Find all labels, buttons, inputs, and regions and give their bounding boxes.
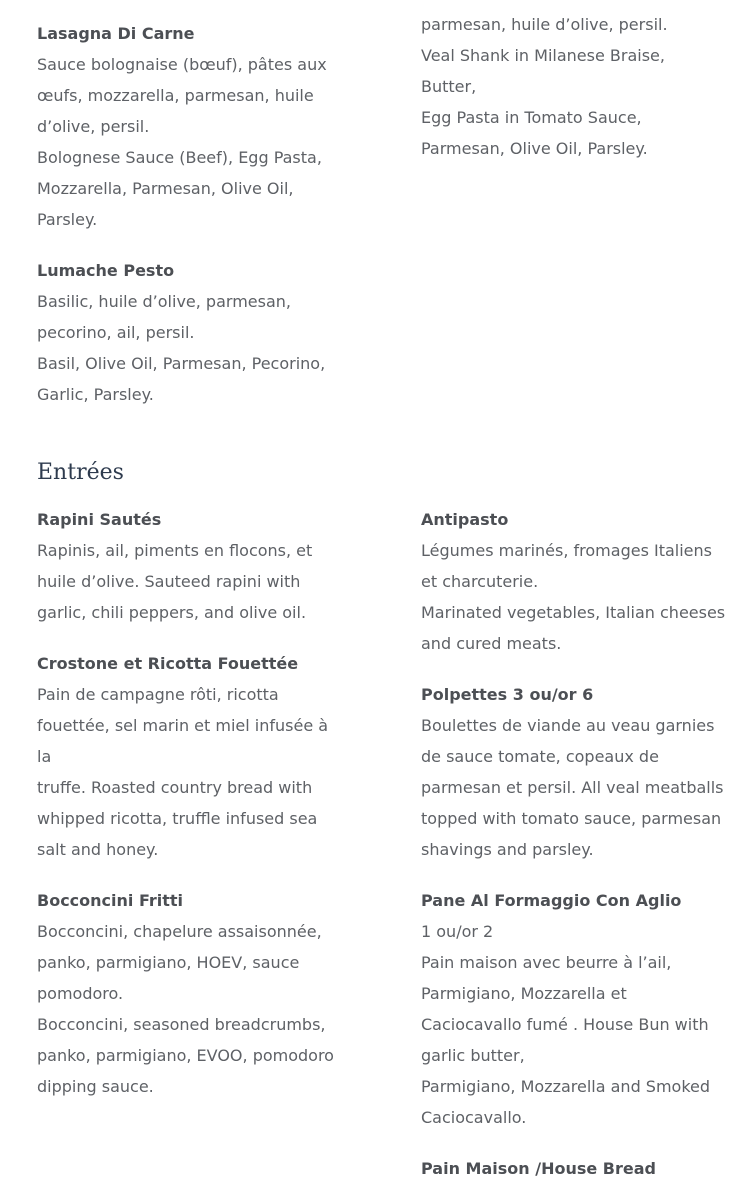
item-name: Antipasto	[421, 510, 509, 529]
desc-line: Sauce bolognaise (bœuf), pâtes aux	[37, 55, 327, 74]
desc-line: Bolognese Sauce (Beef), Egg Pasta,	[37, 148, 322, 167]
desc-line: panko, parmigiano, HOEV, sauce	[37, 953, 300, 972]
desc-line: Caciocavallo.	[421, 1108, 527, 1127]
desc-line: œufs, mozzarella, parmesan, huile	[37, 86, 314, 105]
item-name: Pane Al Formaggio Con Aglio	[421, 891, 682, 910]
item-description	[37, 286, 337, 410]
desc-line: and cured meats.	[421, 634, 562, 653]
desc-line: Rapinis, ail, piments en flocons, et	[37, 541, 313, 560]
item-description	[421, 9, 721, 164]
desc-line: Boulettes de viande au veau garnies	[421, 716, 715, 735]
item-name: Pain Maison /House Bread	[421, 1159, 656, 1178]
desc-line: panko, parmigiano, EVOO, pomodoro	[37, 1046, 334, 1065]
desc-line: Parmigiano, Mozzarella and Smoked	[421, 1077, 711, 1096]
desc-line: fouettée, sel marin et miel infusée à la	[37, 716, 329, 766]
desc-line: shavings and parsley.	[421, 840, 594, 859]
desc-line: Caciocavallo fumé . House Bun with	[421, 1015, 709, 1034]
item-description	[37, 679, 337, 865]
item-name: Crostone et Ricotta Fouettée	[37, 654, 299, 673]
desc-line: Légumes marinés, fromages Italiens	[421, 541, 712, 560]
item-description	[421, 710, 731, 865]
entrees-left-column	[37, 504, 337, 1122]
entrees-right-column	[421, 504, 731, 1204]
desc-line: Pain de campagne rôti, ricotta	[37, 685, 279, 704]
menu-item	[37, 648, 337, 865]
desc-line: de sauce tomate, copeaux de	[421, 747, 659, 766]
item-name: Bocconcini Fritti	[37, 891, 184, 910]
desc-line: Parmesan, Olive Oil, Parsley.	[421, 139, 648, 158]
item-name: Lasagna Di Carne	[37, 24, 195, 43]
item-description	[37, 49, 337, 235]
menu-item	[37, 18, 337, 235]
desc-line: topped with tomato sauce, parmesan	[421, 809, 722, 828]
desc-line: Marinated vegetables, Italian cheeses	[421, 603, 726, 622]
desc-line: Garlic, Parsley.	[37, 385, 154, 404]
desc-line: truffe. Roasted country bread with	[37, 778, 313, 797]
desc-line: d’olive, persil.	[37, 117, 150, 136]
menu-item	[421, 1153, 731, 1184]
item-description	[37, 535, 337, 628]
desc-line: 1 ou/or 2	[421, 922, 494, 941]
desc-line: Parsley.	[37, 210, 98, 229]
menu-item	[37, 504, 337, 628]
desc-line: Mozzarella, Parmesan, Olive Oil,	[37, 179, 294, 198]
menu-item	[37, 255, 337, 410]
desc-line: Pain maison avec beurre à l’ail,	[421, 953, 672, 972]
item-name: Rapini Sautés	[37, 510, 162, 529]
desc-line: Basilic, huile d’olive, parmesan,	[37, 292, 291, 311]
desc-line: parmesan et persil. All veal meatballs	[421, 778, 724, 797]
item-name: Lumache Pesto	[37, 261, 175, 280]
desc-line: garlic butter,	[421, 1046, 525, 1065]
menu-item	[37, 885, 337, 1102]
top-left-column	[37, 18, 337, 430]
menu-item	[421, 679, 731, 865]
desc-line: pomodoro.	[37, 984, 124, 1003]
desc-line: Bocconcini, chapelure assaisonnée,	[37, 922, 322, 941]
desc-line: salt and honey.	[37, 840, 159, 859]
desc-line: parmesan, huile d’olive, persil.	[421, 15, 668, 34]
desc-line: pecorino, ail, persil.	[37, 323, 195, 342]
section-title-entrees: Entrées	[37, 460, 124, 485]
desc-line: et charcuterie.	[421, 572, 539, 591]
desc-line: Bocconcini, seasoned breadcrumbs,	[37, 1015, 326, 1034]
item-description	[37, 916, 337, 1102]
desc-line: Veal Shank in Milanese Braise, Butter,	[421, 46, 665, 96]
desc-line: garlic, chili peppers, and olive oil.	[37, 603, 307, 622]
menu-item	[421, 504, 731, 659]
desc-line: Parmigiano, Mozzarella et	[421, 984, 627, 1003]
menu-item	[421, 885, 731, 1133]
desc-line: dipping sauce.	[37, 1077, 154, 1096]
item-description	[421, 916, 731, 1133]
desc-line: Basil, Olive Oil, Parmesan, Pecorino,	[37, 354, 326, 373]
item-description	[421, 535, 731, 659]
desc-line: huile d’olive. Sauteed rapini with	[37, 572, 301, 591]
top-right-column	[421, 9, 721, 164]
desc-line: Egg Pasta in Tomato Sauce,	[421, 108, 642, 127]
desc-line: whipped ricotta, truffle infused sea	[37, 809, 318, 828]
item-name: Polpettes 3 ou/or 6	[421, 685, 594, 704]
